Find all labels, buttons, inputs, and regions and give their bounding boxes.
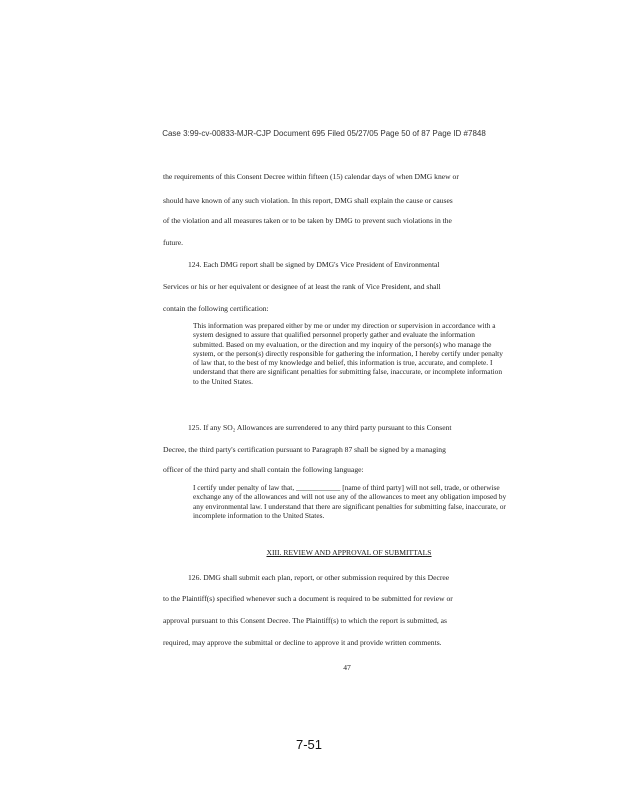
body-line: the requirements of this Consent Decree within fifteen (15) calendar days of when DMG knew or [163,172,459,181]
exhibit-page-label: 7-51 [295,737,323,752]
body-line: Decree, the third party's certification pursuant to Paragraph 87 shall be signed by a managing [163,445,446,454]
body-line: to the Plaintiff(s) specified whenever such a document is required to be submitted for review or [163,594,453,603]
paragraph-124: 124. Each DMG report shall be signed by DMG's Vice President of Environmental [188,260,440,269]
body-line: future. [163,238,184,247]
body-line: should have known of any such violation. In this report, DMG shall explain the cause or causes [163,196,453,205]
certification-quote: This information was prepared either by me or under my direction or supervision in accordance with a system designed to assure that qualified personnel properly gather and evaluate the information submitted. Based on my evaluation, or the direction and my inquiry of the person(s) who manage the system, or the person(s) directly responsible for gathering the information, I hereby certify under penalty of law that, to the best of my knowledge and belief, this information is true, accurate, and complete. I understand that there are significant penalties for submitting false, inaccurate, or incomplete information to the United States. [193,321,503,386]
case-header: Case 3:99-cv-00833-MJR-CJP Document 695 Filed 05/27/05 Page 50 of 87 Page ID #7848 [162,129,486,138]
body-line: Services or his or her equivalent or designee of at least the rank of Vice President, and shall [163,282,441,291]
paragraph-126: 126. DMG shall submit each plan, report, or other submission required by this Decree [188,573,450,582]
section-heading: XIII. REVIEW AND APPROVAL OF SUBMITTALS [266,548,432,557]
body-line: of the violation and all measures taken or to be taken by DMG to prevent such violations in the [163,216,452,225]
body-line: required, may approve the submittal or decline to approve it and provide written comments. [163,638,442,647]
body-line: contain the following certification: [163,304,269,313]
third-party-certification-quote: I certify under penalty of law that, ____________ [name of third party] will not sell, trade, or otherwise exchange any of the allowances and will not use any of the allowances to meet any obligation imposed by any environmental law. I understand that there are significant penalties for submitting false, inaccurate, or incomplete information to the United States. [193,483,507,520]
body-line: approval pursuant to this Consent Decree. The Plaintiff(s) to which the report is submitted, as [163,616,448,625]
page-number: 47 [343,663,351,672]
paragraph-125: 125. If any SO₂ Allowances are surrendered to any third party pursuant to this Consent [188,423,452,432]
body-line: officer of the third party and shall contain the following language: [163,465,364,474]
